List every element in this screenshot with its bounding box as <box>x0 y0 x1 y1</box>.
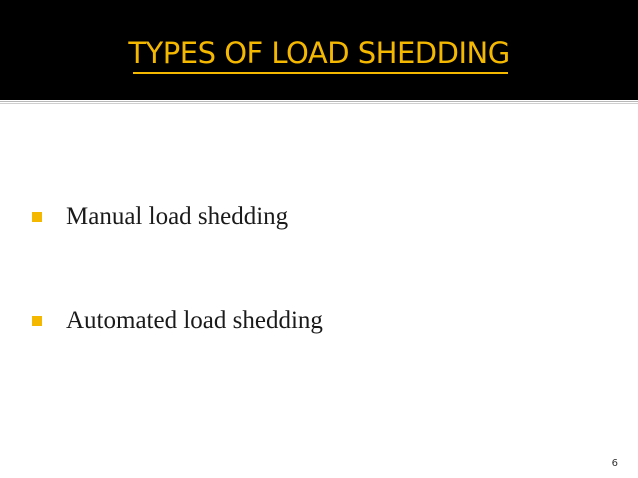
square-bullet-icon <box>32 212 42 222</box>
divider-line <box>0 101 638 102</box>
page-number: 6 <box>611 458 618 469</box>
bullet-item-manual <box>32 202 288 232</box>
title-underline <box>133 72 508 74</box>
bullet-text: Automated load shedding <box>66 307 323 334</box>
bullet-text: Manual load shedding <box>66 203 289 230</box>
slide-title: TYPES OF LOAD SHEDDING <box>128 36 510 70</box>
bullet-item-automated <box>32 306 323 336</box>
divider-line <box>0 103 638 104</box>
title-bar <box>0 0 638 100</box>
square-bullet-icon <box>32 316 42 326</box>
